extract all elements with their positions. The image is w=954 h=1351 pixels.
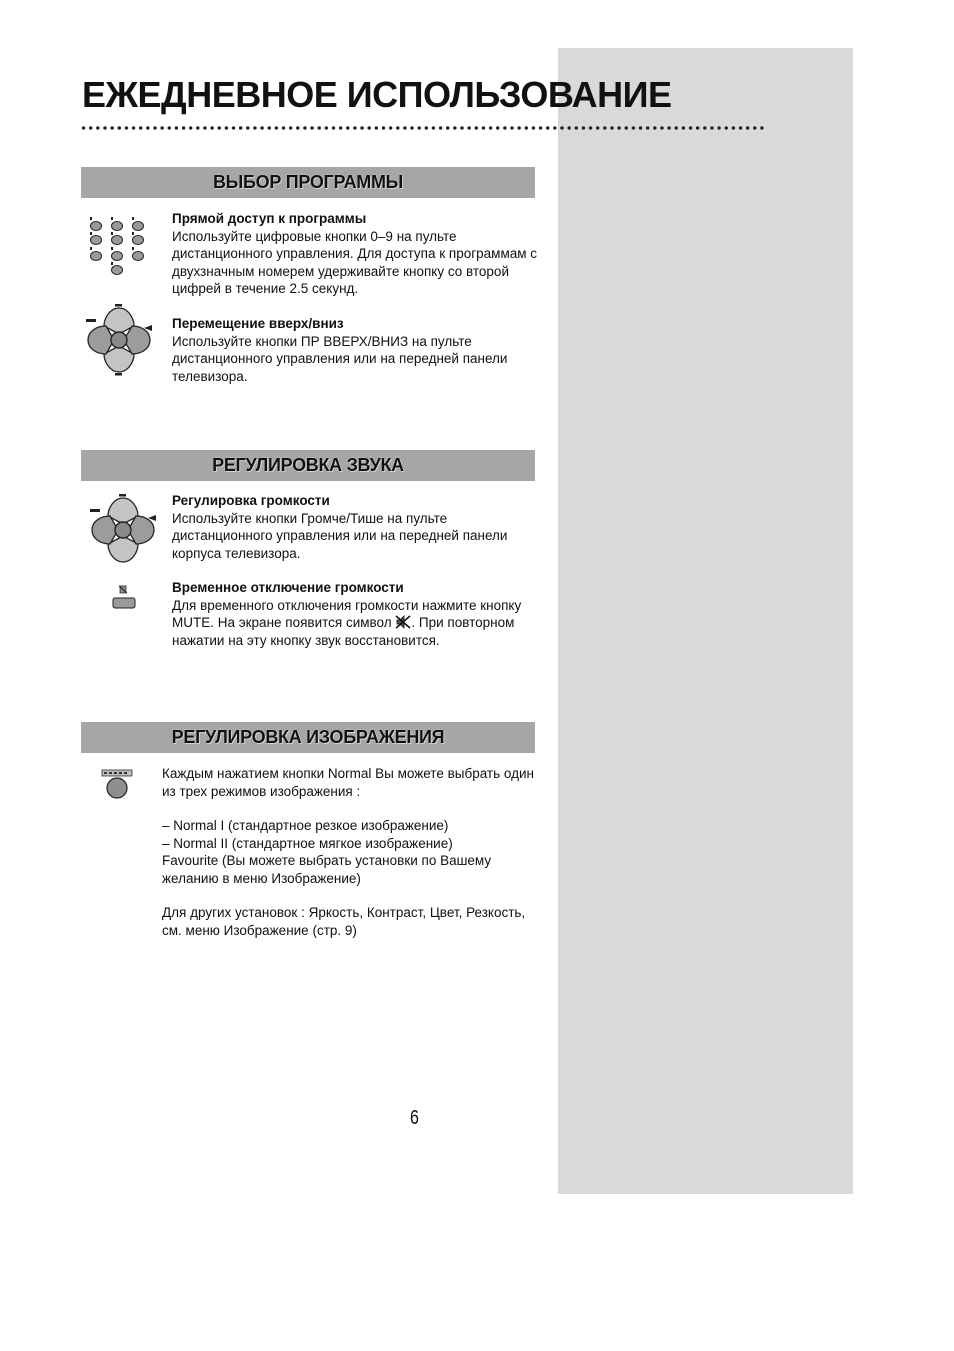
section-heading: РЕГУЛИРОВКА ЗВУКА	[212, 455, 404, 475]
page-number: 6	[410, 1107, 419, 1129]
mute-symbol-icon	[395, 615, 411, 629]
section-header-picture	[81, 722, 535, 753]
mute-text-after: . При повторном нажатии на эту кнопку звук восстановится.	[172, 615, 515, 648]
mute-text	[172, 597, 542, 650]
direction-pad-icon	[84, 304, 154, 381]
normal-button-icon	[100, 768, 134, 805]
dotted-divider	[80, 124, 765, 132]
page-title: ЕЖЕДНЕВНОЕ ИСПОЛЬЗОВАНИЕ	[82, 74, 672, 115]
updown-title: Перемещение вверх/вниз	[172, 316, 344, 331]
updown-block	[172, 315, 542, 385]
picture-block	[162, 765, 542, 939]
direction-pad-icon	[88, 494, 158, 571]
volume-title: Регулировка громкости	[172, 493, 330, 508]
section-heading: РЕГУЛИРОВКА ИЗОБРАЖЕНИЯ	[171, 727, 445, 747]
picture-option-normal1: – Normal I (стандартное резкое изображение)	[162, 818, 449, 833]
volume-block	[172, 492, 542, 562]
direct-access-title: Прямой доступ к программы	[172, 211, 367, 226]
section-heading: ВЫБОР ПРОГРАММЫ	[212, 172, 403, 192]
section-header-program	[81, 167, 535, 198]
mute-button-icon	[111, 585, 137, 616]
updown-text: Используйте кнопки ПР ВВЕРХ/ВНИЗ на пульте дистанционного управления или на передней панели телевизора.	[172, 333, 508, 384]
volume-text: Используйте кнопки Громче/Тише на пульте дистанционного управления или на передней панели корпуса телевизора.	[172, 510, 508, 561]
numeric-keypad-icon	[84, 212, 150, 283]
picture-option-favourite: Favourite (Вы можете выбрать установки по Вашему желанию в меню Изображение)	[162, 853, 492, 886]
picture-other-settings: Для других установок : Яркость, Контраст, Цвет, Резкость, см. меню Изображение (стр. 9)	[162, 905, 526, 938]
mute-block	[172, 579, 542, 649]
direct-access-text: Используйте цифровые кнопки 0–9 на пульте дистанционного управления. Для доступа к программам с двухзначным номерем удерживайте кнопку со второй цифрей в течение 2.5 секунд.	[172, 228, 538, 296]
picture-option-normal2: – Normal II (стандартное мягкое изображение)	[162, 835, 453, 851]
mute-text-before: Для временного отключения громкости нажмите кнопку MUTE. На экране появится символ	[172, 597, 522, 630]
mute-title: Временное отключение громкости	[172, 580, 404, 595]
direct-access-block	[172, 210, 542, 298]
side-gray-panel	[558, 48, 853, 1194]
picture-intro: Каждым нажатием кнопки Normal Вы можете выбрать один из трех режимов изображения :	[162, 766, 534, 799]
section-header-sound	[81, 450, 535, 481]
